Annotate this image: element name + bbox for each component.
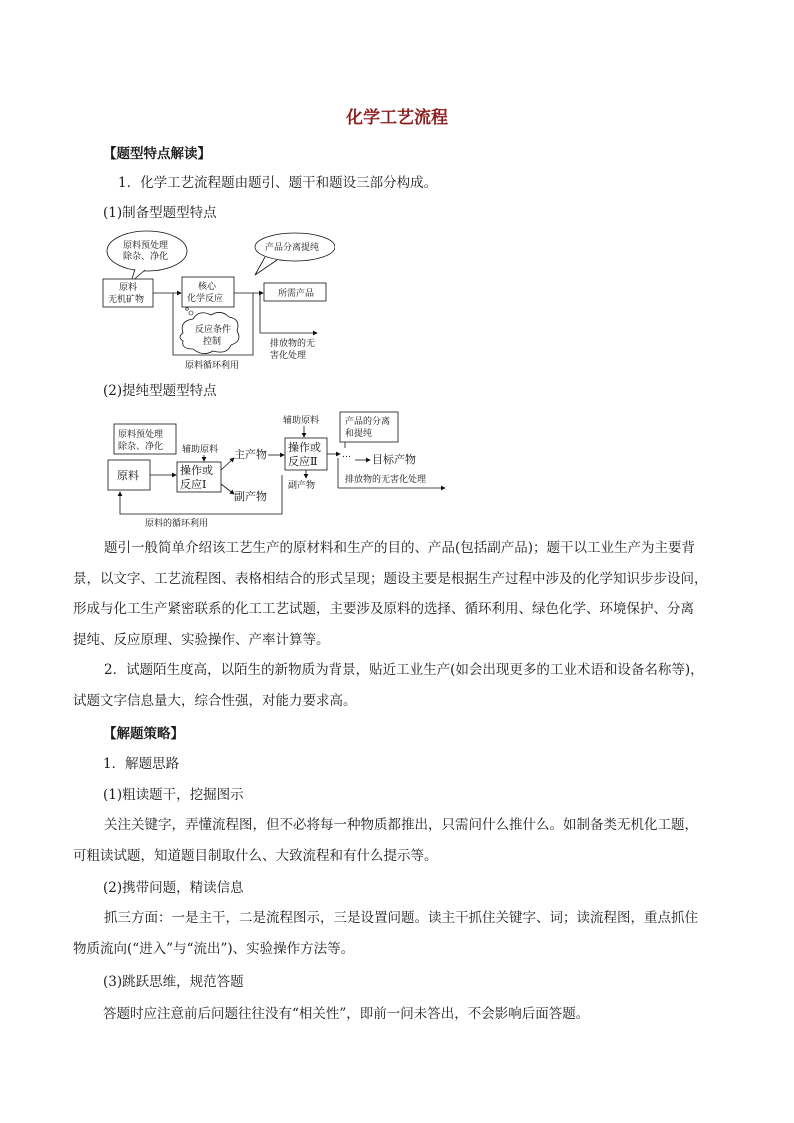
byproduct-1-label: 副产物 [234,490,267,503]
subheading-preparation: (1)制备型题型特点 [103,205,217,221]
byproduct-2-label: 副产物 [288,481,316,491]
purification-flow-diagram [100,408,450,533]
pretreatment-bubble [107,231,187,282]
waste-label: 排放物的无害化处理 [345,475,427,485]
para1-line-4: 提纯、反应原理、实验操作、产率计算等。 [73,631,330,648]
raw-label-1: 原料 [119,283,138,293]
paragraph-s2 [73,903,733,964]
s1-line-2: 可粗读试题，知道题目制取什么、大致流程和有什么提示等。 [73,847,438,864]
recycle-label-2: 原料的循环利用 [145,519,209,529]
main-product-label: 主产物 [234,448,267,461]
sep-label-1: 产品的分离 [345,417,391,427]
aux-material-1: 辅助原料 [182,445,219,455]
waste-label-2: 害化处理 [270,351,307,361]
op2-label-1: 操作或 [288,441,321,454]
para1-line-3: 形成与化工生产紧密联系的化工工艺试题，主要涉及原料的选择、循环利用、绿色化学、环境保护、分离 [73,601,694,617]
paragraph-s1 [73,810,733,871]
subheading-s1: (1)粗读题干，挖掘图示 [103,787,244,803]
waste-label-1: 排放物的无 [270,339,316,349]
page-title: 化学工艺流程 [346,108,448,128]
pre-label-1: 原料预处理 [118,430,164,440]
product-label: 所需产品 [278,289,315,299]
subheading-purification: (2)提纯型题型特点 [103,383,217,399]
target-product-label: 目标产物 [372,453,416,466]
cloud-label-2: 控制 [203,337,222,347]
sep-label-2: 和提纯 [345,429,373,439]
core-label-2: 化学反应 [187,294,224,304]
s3-body: 答题时应注意前后问题往往没有“相关性”，即前一问未答出，不会影响后面答题。 [103,1006,590,1022]
aux-material-2: 辅助原料 [283,416,320,426]
paragraph-item2 [73,655,733,716]
raw-label-2: 无机矿物 [108,295,145,305]
pre-label-2: 除杂、净化 [118,442,164,452]
item2-line-2: 试题文字信息量大，综合性强，对能力要求高。 [73,692,357,709]
recycle-label: 原料循环利用 [185,361,240,371]
s1-line-1: 关注关键字，弄懂流程图，但不必将每一种物质都推出，只需问什么推什么。如制备类无机化工题， [104,817,698,833]
subheading-s2: (2)携带问题，精读信息 [103,880,244,896]
core-label-1: 核心 [198,282,217,292]
para1-line-1: 题引一般简单介绍该工艺生产的原材料和生产的目的、产品(包括副产品)；题干以工业生产为主要背 [104,540,696,556]
strategy-item-1: 1．解题思路 [103,756,180,772]
separation-bubble [255,233,335,275]
cloud-label-1: 反应条件 [195,325,232,335]
op1-label-2: 反应Ⅰ [180,478,207,491]
s2-line-1: 抓三方面：一是主干，二是流程图示，三是设置问题。读主干抓住关键字、词；读流程图，重点抓住 [104,910,698,926]
raw-label: 原料 [117,469,139,482]
section-heading-features: 【题型特点解读】 [103,146,211,162]
ellipsis-label: … [342,450,351,460]
item-1-text: 1．化学工艺流程题由题引、题干和题设三部分构成。 [118,175,438,191]
reaction-condition-cloud [180,308,239,354]
s2-line-2: 物质流向(“进入”与“流出”)、实验操作方法等。 [73,940,355,957]
para1-line-2: 景，以文字、工艺流程图、表格相结合的形式呈现；题设主要是根据生产过程中涉及的化学知识步步设问， [73,570,708,587]
pretreatment-label-2: 除杂、净化 [123,252,169,262]
pretreatment-label-1: 原料预处理 [123,241,169,251]
subheading-s3: (3)跳跃思维，规范答题 [103,974,244,990]
op2-label-2: 反应Ⅱ [288,455,318,468]
separation-label: 产品分离提纯 [265,243,320,253]
preparation-flow-diagram [95,225,335,375]
op1-label-1: 操作或 [180,464,213,477]
paragraph-intro [73,533,733,655]
section-heading-strategy: 【解题策略】 [103,726,184,742]
item2-line-1: 2．试题陌生度高，以陌生的新物质为背景，贴近工业生产(如会出现更多的工业术语和设备名称等)， [104,662,704,678]
